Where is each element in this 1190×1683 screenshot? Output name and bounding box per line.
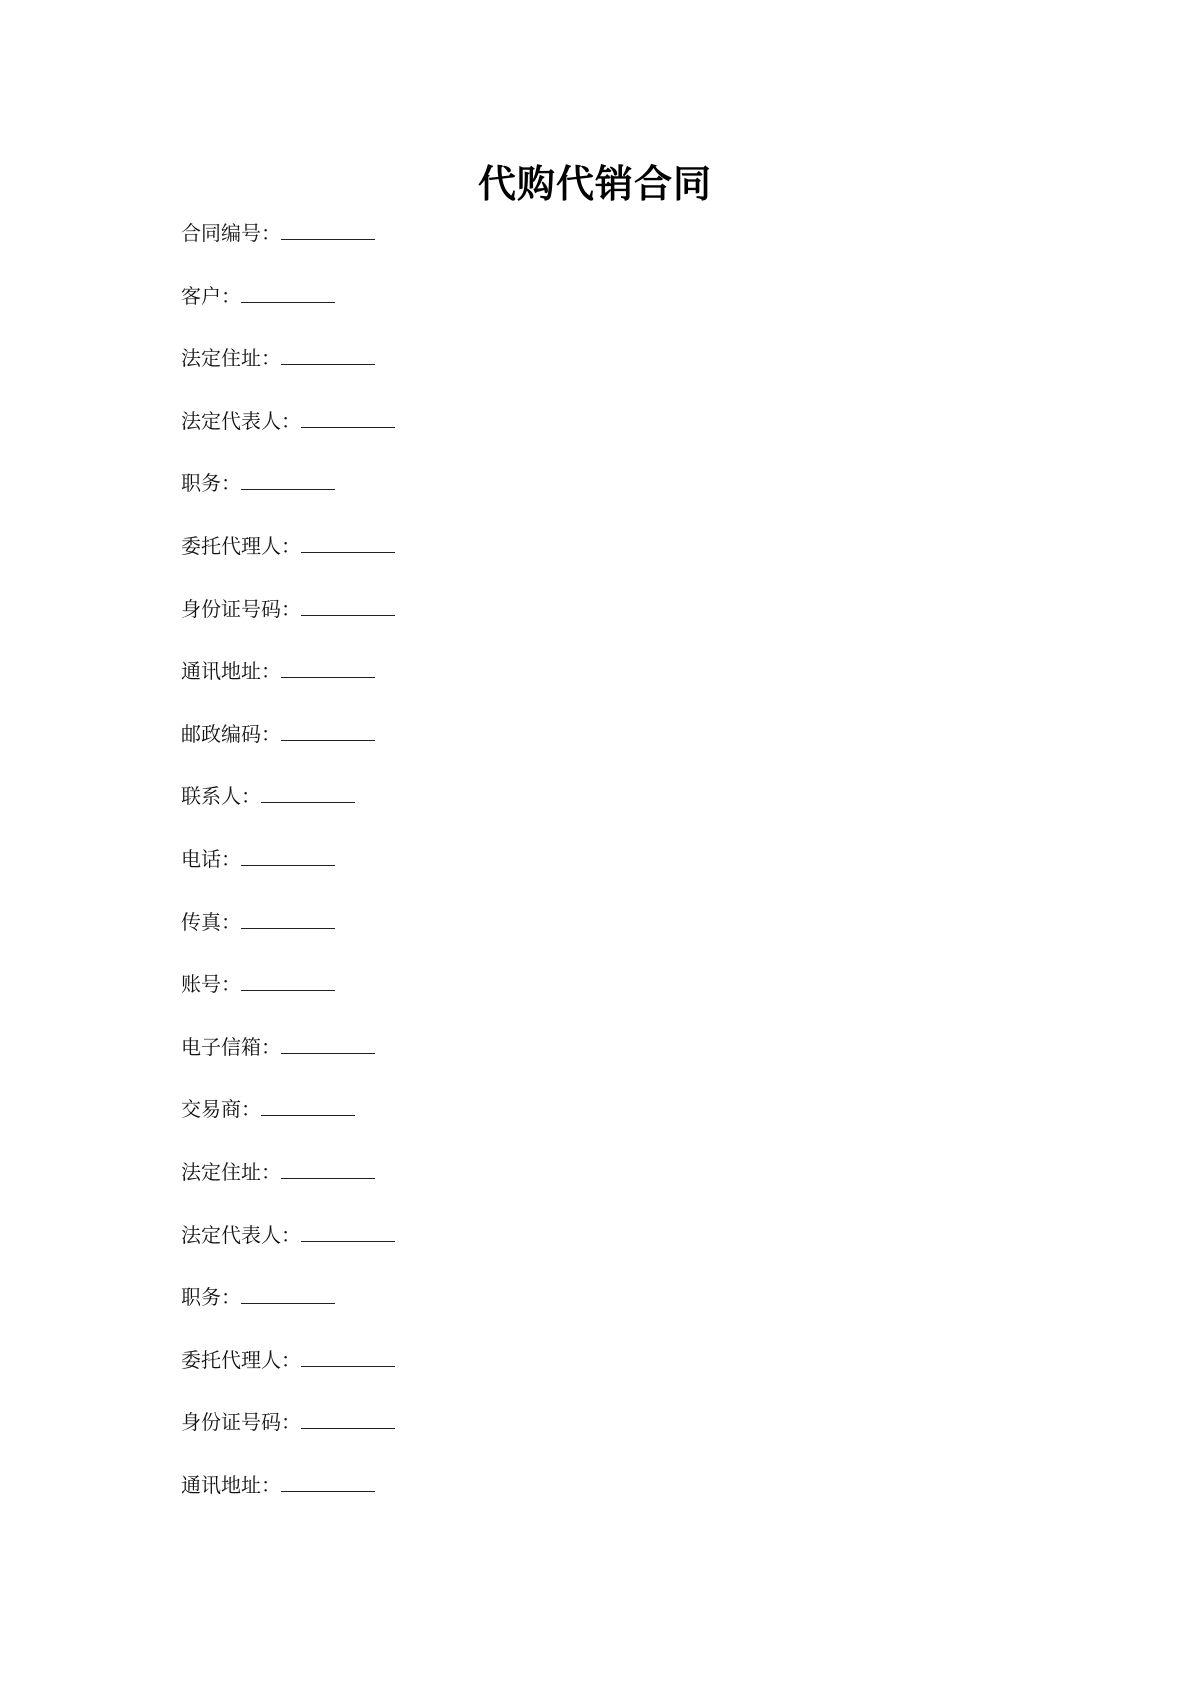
- field-authorized-agent: [181, 1345, 395, 1408]
- field-id-number: [181, 1407, 395, 1470]
- field-label: 交易商：: [181, 1097, 261, 1122]
- fill-in-blank[interactable]: [241, 1285, 335, 1304]
- fill-in-blank[interactable]: [241, 910, 335, 929]
- fill-in-blank[interactable]: [241, 471, 335, 490]
- field-label: 通讯地址：: [181, 659, 281, 684]
- field-legal-address: [181, 1157, 395, 1220]
- field-email: [181, 1032, 395, 1095]
- fill-in-blank[interactable]: [261, 784, 355, 803]
- field-label: 邮政编码：: [181, 721, 281, 746]
- fill-in-blank[interactable]: [301, 409, 395, 428]
- field-label: 合同编号：: [181, 221, 281, 245]
- field-label: 电话：: [181, 846, 241, 871]
- field-legal-representative: [181, 406, 395, 469]
- field-label: 客户：: [181, 283, 241, 308]
- fill-in-blank[interactable]: [281, 722, 375, 741]
- field-label: 职务：: [181, 471, 241, 496]
- field-label: 委托代理人：: [181, 1347, 301, 1372]
- fill-in-blank[interactable]: [241, 847, 335, 866]
- field-label: 账号：: [181, 972, 241, 997]
- field-authorized-agent: [181, 531, 395, 594]
- document-title: 代购代销合同: [477, 162, 712, 206]
- fill-in-blank[interactable]: [301, 534, 395, 553]
- field-label: 职务：: [181, 1285, 241, 1310]
- field-list: [181, 218, 395, 1532]
- fill-in-blank[interactable]: [241, 284, 335, 303]
- field-mailing-address: [181, 656, 395, 719]
- field-account-number: [181, 969, 395, 1032]
- fill-in-blank[interactable]: [281, 1473, 375, 1492]
- field-label: 电子信箱：: [181, 1034, 281, 1059]
- field-label: 身份证号码：: [181, 596, 301, 621]
- field-label: 法定代表人：: [181, 1222, 301, 1247]
- fill-in-blank[interactable]: [301, 1348, 395, 1367]
- field-position: [181, 468, 395, 531]
- field-postal-code: [181, 719, 395, 782]
- field-contact-person: [181, 781, 395, 844]
- field-legal-representative: [181, 1220, 395, 1283]
- fill-in-blank[interactable]: [261, 1097, 355, 1116]
- field-label: 传真：: [181, 909, 241, 934]
- field-phone: [181, 844, 395, 907]
- fill-in-blank[interactable]: [281, 659, 375, 678]
- fill-in-blank[interactable]: [301, 597, 395, 616]
- field-legal-address: [181, 343, 395, 406]
- field-label: 通讯地址：: [181, 1472, 281, 1497]
- field-label: 联系人：: [181, 784, 261, 809]
- fill-in-blank[interactable]: [281, 346, 375, 365]
- field-id-number: [181, 594, 395, 657]
- field-contract-number: [181, 218, 395, 281]
- field-fax: [181, 907, 395, 970]
- field-label: 身份证号码：: [181, 1410, 301, 1435]
- fill-in-blank[interactable]: [281, 221, 375, 240]
- field-client: [181, 281, 395, 344]
- field-position: [181, 1282, 395, 1345]
- fill-in-blank[interactable]: [241, 972, 335, 991]
- fill-in-blank[interactable]: [301, 1223, 395, 1242]
- field-label: 法定住址：: [181, 1159, 281, 1184]
- field-mailing-address: [181, 1470, 395, 1533]
- fill-in-blank[interactable]: [281, 1035, 375, 1054]
- field-trader: [181, 1094, 395, 1157]
- fill-in-blank[interactable]: [281, 1160, 375, 1179]
- field-label: 法定代表人：: [181, 408, 301, 433]
- field-label: 委托代理人：: [181, 533, 301, 558]
- field-label: 法定住址：: [181, 346, 281, 371]
- fill-in-blank[interactable]: [301, 1410, 395, 1429]
